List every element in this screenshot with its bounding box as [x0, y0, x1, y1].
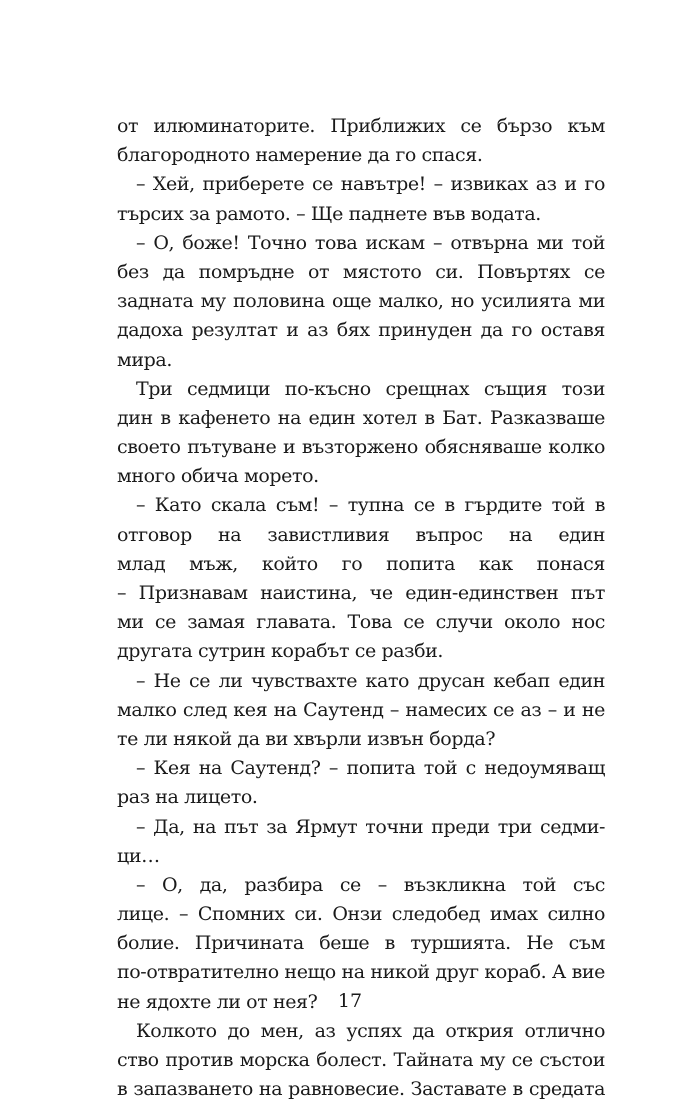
text-line: – Да, на път за Ярмут точни преди три седми- — [136, 815, 605, 838]
text-line: – Не се ли чувствахте като друсан кебап един — [136, 669, 605, 692]
text-line: – Признавам наистина, че един-единствен път — [117, 582, 605, 604]
text-line: ство против морска болест. Тайната му се състои — [117, 1049, 605, 1071]
text-line: – О, боже! Точно това искам – отвърна ми той — [136, 231, 605, 254]
text-line: болие. Причината беше в туршията. Не съм — [117, 932, 605, 955]
text-line: без да помръдне от мястото си. Повъртях се — [117, 260, 605, 283]
text-line: ми се замая главата. Това се случи около нос — [117, 611, 605, 634]
text-line: своето пътуване и възторжено обясняваше колко — [117, 436, 605, 459]
text-line: отговор на завистливия въпрос на един — [117, 523, 605, 546]
text-line: млад мъж, който го попита как понася — [117, 552, 605, 575]
text-line: Колкото до мен, аз успях да открия отлично — [136, 1019, 605, 1042]
text-line: търсих за рамото. – Ще паднете във водата. — [117, 202, 541, 225]
text-line: раз на лицето. — [117, 786, 258, 809]
page-number: 17 — [337, 990, 363, 1012]
text-line: не ядохте ли от нея? — [117, 990, 318, 1013]
text-line: благородното намерение да го спася. — [117, 144, 483, 167]
text-line: – Хей, приберете се навътре! – извиках аз и го — [136, 173, 605, 196]
body-text — [117, 112, 605, 1104]
text-line: те ли някой да ви хвърли извън борда? — [117, 727, 496, 750]
text-line: по-отвратително нещо на никой друг кораб. А вие — [117, 961, 605, 984]
text-line: от илюминаторите. Приближих се бързо към — [117, 115, 605, 137]
text-line: малко след кея на Саутенд – намесих се аз – и не — [117, 698, 605, 721]
text-line: Три седмици по-късно срещнах същия този — [136, 377, 605, 400]
text-line: – Като скала съм! – тупна се в гърдите той в — [136, 494, 605, 517]
text-line: – О, да, разбира се – възкликна той със — [136, 873, 605, 896]
text-line: другата сутрин корабът се разби. — [117, 640, 444, 663]
text-line: лице. – Спомних си. Онзи следобед имах силно — [117, 903, 605, 926]
text-line: много обича морето. — [117, 465, 319, 488]
text-line: в запазването на равновесие. Заставате в средата — [117, 1078, 605, 1101]
text-line: ци… — [117, 844, 160, 867]
text-line: мира. — [117, 348, 172, 371]
text-line: задната му половина още малко, но усилията ми — [117, 290, 605, 313]
text-line: дадоха резултат и аз бях принуден да го оставя — [117, 319, 605, 342]
text-line: дин в кафенето на един хотел в Бат. Разказваше — [117, 406, 605, 429]
text-line: – Кея на Саутенд? – попита той с недоумяващ — [136, 757, 605, 780]
